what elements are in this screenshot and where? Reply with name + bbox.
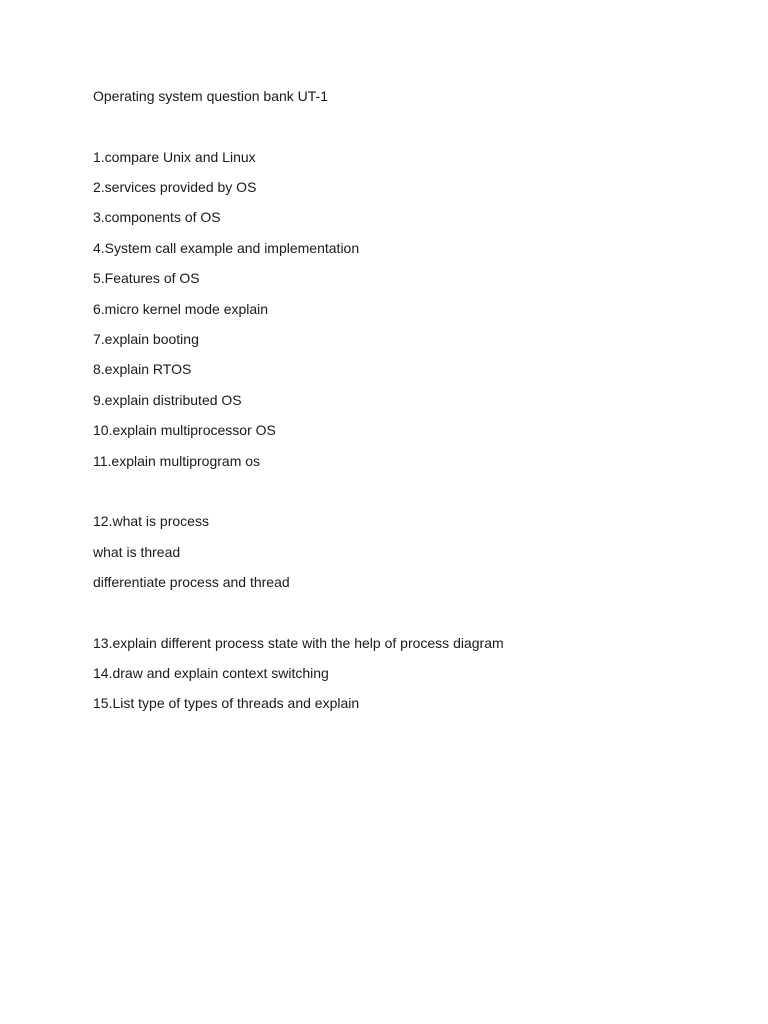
question-item: 8.explain RTOS [93, 361, 192, 377]
question-item: 6.micro kernel mode explain [93, 301, 269, 317]
question-item: 12.what is process [93, 513, 209, 529]
question-item: what is thread [93, 544, 181, 560]
question-item: 9.explain distributed OS [93, 392, 242, 408]
question-item: 7.explain booting [93, 331, 199, 347]
question-item: 4.System call example and implementation [93, 240, 360, 256]
question-item: 15.List type of types of threads and explain [93, 695, 360, 711]
question-item: 13.explain different process state with the help of process diagram [93, 635, 504, 651]
question-item: 11.explain multiprogram os [93, 453, 261, 469]
question-item: 14.draw and explain context switching [93, 665, 329, 681]
question-item: 1.compare Unix and Linux [93, 149, 256, 165]
question-item: differentiate process and thread [93, 574, 290, 590]
question-item: 10.explain multiprocessor OS [93, 422, 276, 438]
question-item: 5.Features of OS [93, 270, 200, 286]
document-title: Operating system question bank UT-1 [93, 88, 329, 104]
question-item: 2.services provided by OS [93, 179, 257, 195]
question-item: 3.components of OS [93, 209, 221, 225]
